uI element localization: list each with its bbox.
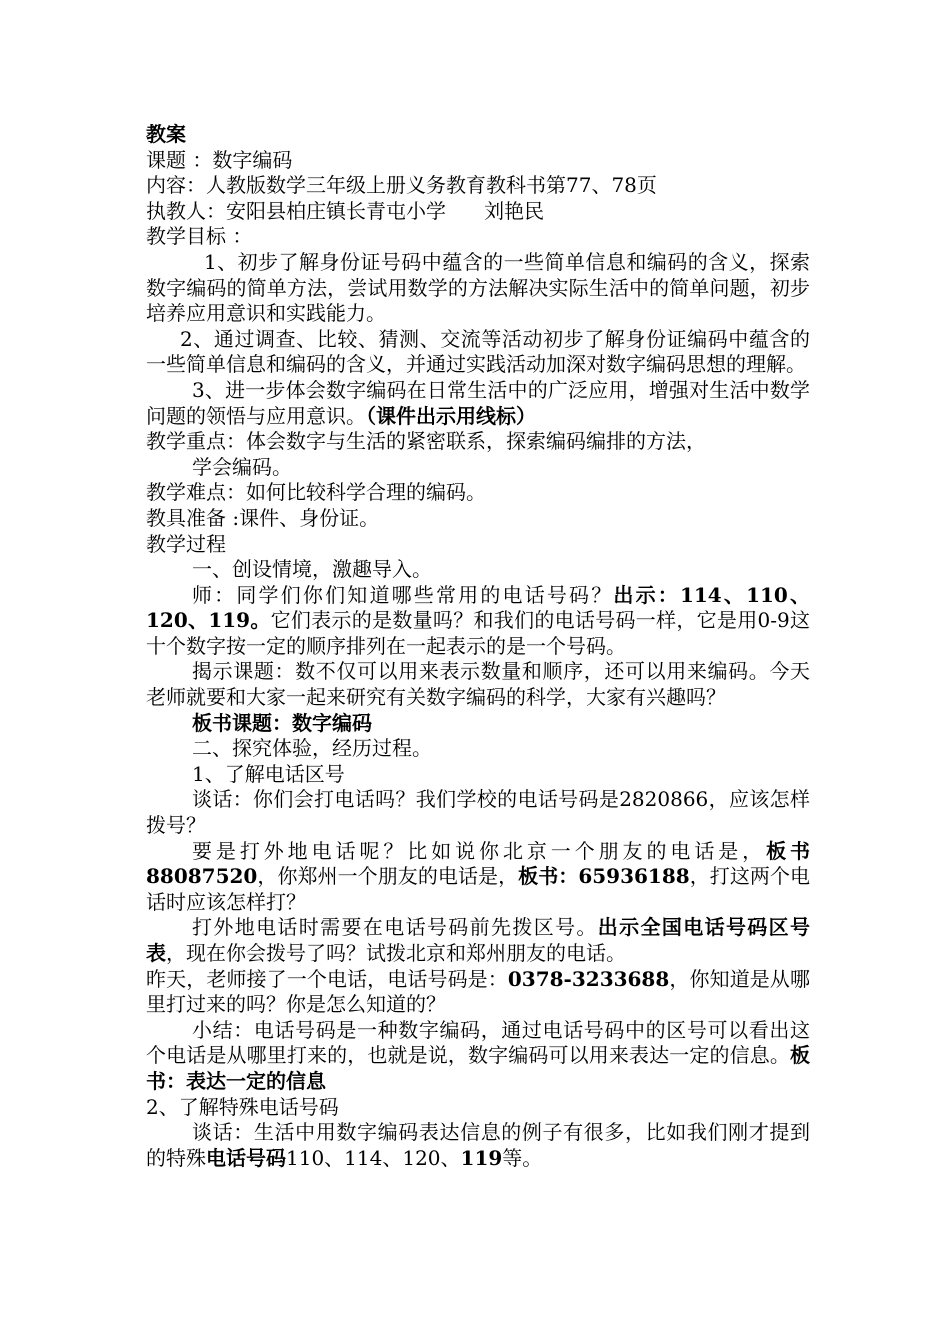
area-code-paragraph <box>146 915 810 966</box>
shown-numbers: 出示：114、110、120、119。 <box>146 582 810 633</box>
summary-board: 板书：表达一定的信息 <box>146 1043 810 1093</box>
reveal-topic-paragraph: 揭示课题：数不仅可以用来表示数量和顺序，还可以用来编码。今天老师就要和大家一起来研究有关数字编码的科学，大家有兴趣吗？ <box>146 659 810 710</box>
call-paragraph <box>146 967 810 1018</box>
content-line: 内容：人教版数学三年级上册义务教育教科书第77、78页 <box>146 173 657 198</box>
key-point-cont: 学会编码。 <box>192 454 292 479</box>
area-code-table-note: 出示全国电话号码区号表 <box>146 915 811 965</box>
subsection-2-heading: 2、了解特殊电话号码 <box>146 1094 339 1119</box>
process-heading: 教学过程 <box>146 531 226 556</box>
section-1-heading: 一、创设情境，激趣导入。 <box>192 557 432 582</box>
call-number: 0378-3233688 <box>507 966 670 991</box>
goal-1: 1、初步了解身份证号码中蕴含的一些简单信息和编码的含义，探索数字编码的简单方法，尝试用数学的方法解决实际生活中的简单问题，初步培养应用意识和实践能力。 <box>146 249 810 326</box>
board-beijing-number: 板书88087520 <box>146 838 811 889</box>
goals-heading: 教学目标 ： <box>146 224 253 249</box>
subsection-1-heading: 1、了解电话区号 <box>192 761 345 786</box>
board-title: 板书课题：数字编码 <box>192 710 372 735</box>
talk-2-text: 谈话：生活中用数字编码表达信息的例子有很多，比如我们刚才提到的特殊 <box>146 1120 810 1170</box>
remote-call-text-2: ，你郑州一个朋友的电话是， <box>257 864 519 889</box>
summary-paragraph <box>146 1018 810 1095</box>
talk-2-numbers: 110、114、120、 <box>286 1145 461 1170</box>
topic-line: 课题 ：数字编码 <box>146 147 293 172</box>
remote-call-paragraph <box>146 839 810 916</box>
teacher-question: 师：同学们你们知道哪些常用的电话号码？ <box>192 582 614 607</box>
teacher-question-paragraph <box>146 583 810 660</box>
board-zhengzhou-number: 板书：65936188 <box>518 864 690 889</box>
goal-3-text: 3、进一步体会数字编码在日常生活中的广泛应用，增强对生活中数学问题的领悟与应用意识。 <box>146 377 810 428</box>
remote-call-text: 要是打外地电话呢？比如说你北京一个朋友的电话是， <box>192 838 767 863</box>
call-text: 昨天，老师接了一个电话，电话号码是： <box>146 966 508 991</box>
talk-2-phone-label: 电话号码 <box>206 1145 286 1170</box>
goal-3 <box>146 378 810 429</box>
summary-text: 小结：电话号码是一种数字编码，通过电话号码中的区号可以看出这个电话是从哪里打来的，也就是说，数字编码可以用来表达一定的信息。 <box>146 1017 810 1068</box>
teacher-line: 执教人：安阳县柏庄镇长青屯小学 刘艳民 <box>146 198 545 223</box>
remote-call-text-3: ，打这两个电话时应该怎样打？ <box>146 864 811 914</box>
key-point-line: 教学重点：体会数字与生活的紧密联系，探索编码编排的方法， <box>146 429 706 454</box>
area-code-text: 打外地电话时需要在电话号码前先拨区号。 <box>192 915 598 940</box>
materials-line: 教具准备 :课件、身份证。 <box>146 505 380 530</box>
goal-2: 2、通过调查、比较、猜测、交流等活动初步了解身份证编码中蕴含的一些简单信息和编码的含义，并通过实践活动加深对数字编码思想的理解。 <box>146 326 810 377</box>
talk-2-end: 等。 <box>502 1145 543 1170</box>
goal-3-note: （课件出示用线标） <box>366 403 536 428</box>
doc-title: 教案 <box>146 122 186 146</box>
call-text-2: ，你知道是从哪里打过来的吗？你是怎么知道的？ <box>146 966 811 1017</box>
section-2-heading: 二、探究体验，经历过程。 <box>192 736 432 761</box>
talk-1-paragraph: 谈话：你们会打电话吗？我们学校的电话号码是2820866，应该怎样拨号？ <box>146 787 810 838</box>
teacher-explanation: 它们表示的是数量吗？和我们的电话号码一样，它是用0-9这十个数字按一定的顺序排列在一起表示的是一个号码。 <box>146 608 810 658</box>
difficulty-line: 教学难点：如何比较科学合理的编码。 <box>146 480 486 505</box>
area-code-text-2: ，现在你会拨号了吗？试拨北京和郑州朋友的电话。 <box>166 941 626 965</box>
talk-2-number-119: 119 <box>460 1145 503 1170</box>
talk-2-paragraph <box>146 1120 810 1171</box>
lesson-plan-body <box>146 122 810 1171</box>
